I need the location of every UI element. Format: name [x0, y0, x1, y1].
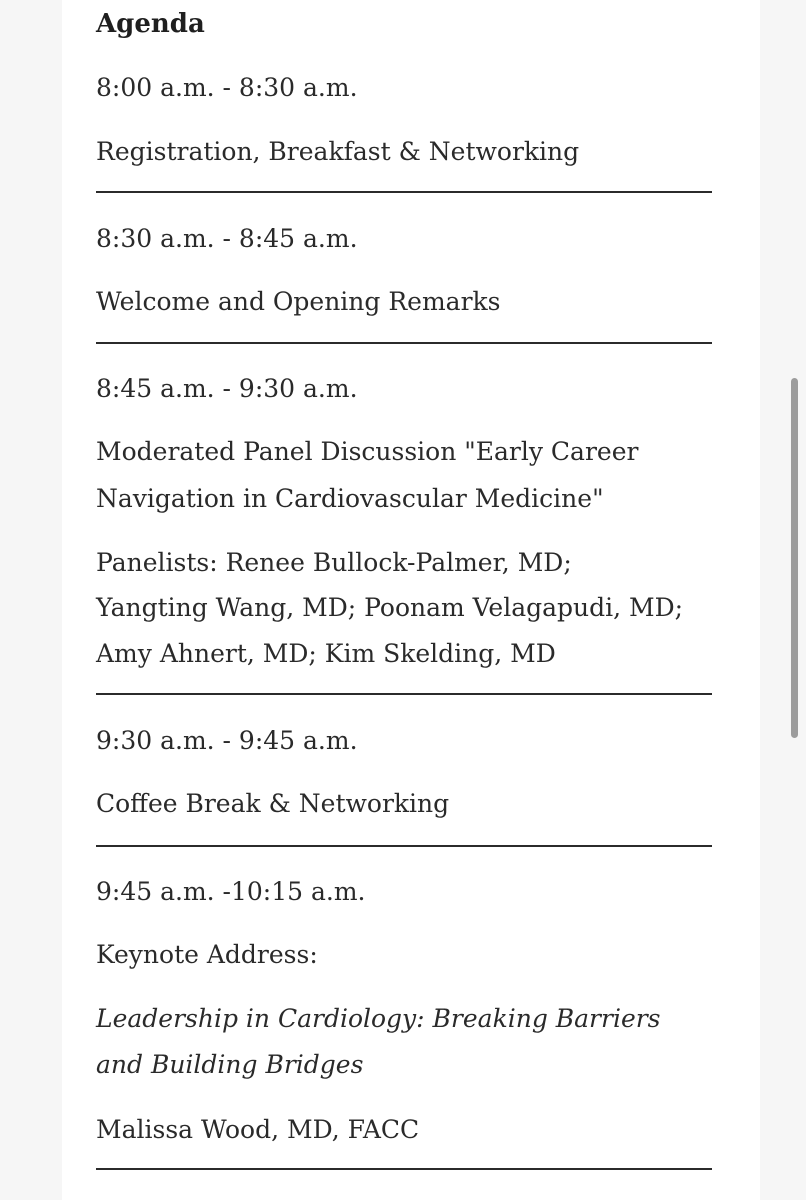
agenda-divider [96, 342, 712, 344]
agenda-item-2-title: Welcome and Opening Remarks [96, 287, 501, 316]
agenda-item-2-time: 8:30 a.m. - 8:45 a.m. [96, 224, 358, 253]
agenda-item-1-time: 8:00 a.m. - 8:30 a.m. [96, 73, 358, 102]
agenda-divider [96, 845, 712, 847]
agenda-item-5-keynote-title-line-2: and Building Bridges [96, 1050, 364, 1079]
agenda-item-5-time: 9:45 a.m. -10:15 a.m. [96, 877, 366, 906]
agenda-item-5-keynote-title-line-1: Leadership in Cardiology: Breaking Barriers [96, 1004, 661, 1033]
scrollbar-thumb[interactable] [791, 378, 798, 738]
agenda-item-5-speaker: Malissa Wood, MD, FACC [96, 1115, 420, 1144]
agenda-item-3-title-line-2: Navigation in Cardiovascular Medicine" [96, 484, 604, 513]
agenda-item-1-title: Registration, Breakfast & Networking [96, 137, 580, 166]
agenda-item-3-time: 8:45 a.m. - 9:30 a.m. [96, 374, 358, 403]
agenda-item-4-title: Coffee Break & Networking [96, 789, 450, 818]
left-gutter [0, 0, 62, 1200]
agenda-item-4-time: 9:30 a.m. - 9:45 a.m. [96, 726, 358, 755]
agenda-item-3-panelists-line-2: Yangting Wang, MD; Poonam Velagapudi, MD; [96, 593, 684, 622]
agenda-item-3-title-line-1: Moderated Panel Discussion "Early Career [96, 437, 639, 466]
agenda-divider [96, 191, 712, 193]
agenda-item-3-panelists-line-1: Panelists: Renee Bullock-Palmer, MD; [96, 548, 572, 577]
agenda-item-5-label: Keynote Address: [96, 940, 318, 969]
right-gutter [760, 0, 806, 1200]
agenda-item-3-panelists-line-3: Amy Ahnert, MD; Kim Skelding, MD [96, 639, 556, 668]
agenda-heading: Agenda [96, 9, 205, 39]
agenda-divider [96, 1168, 712, 1170]
agenda-divider [96, 693, 712, 695]
